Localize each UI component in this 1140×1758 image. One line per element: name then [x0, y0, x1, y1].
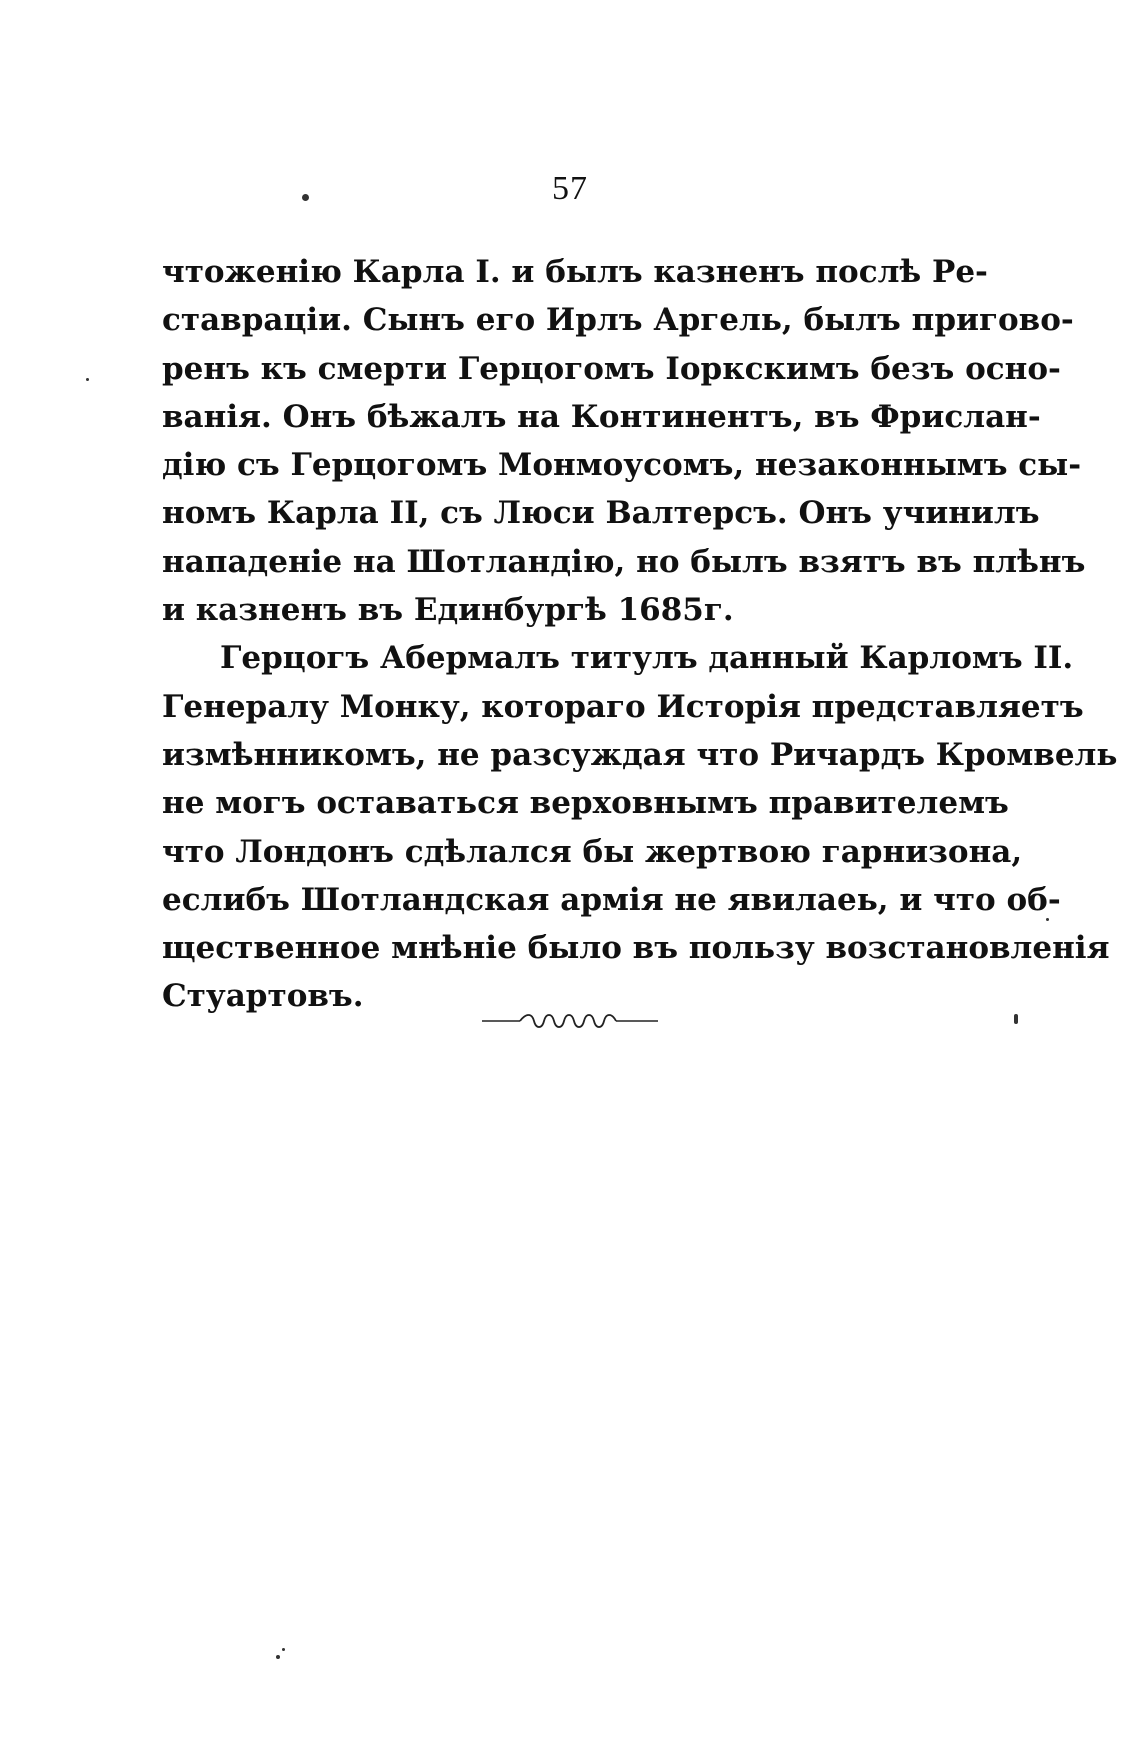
scan-speck — [276, 1655, 280, 1659]
text-line: Герцогъ Абермалъ титулъ данный Карломъ II. — [220, 640, 1074, 677]
text-line: и казненъ въ Единбургѣ 1685г. — [162, 592, 734, 629]
text-line: Стуартовъ. — [162, 978, 364, 1015]
text-line: ставраціи. Сынъ его Ирлъ Аргель, былъ пригово- — [162, 302, 1074, 339]
text-line: Генералу Монку, котораго Исторія представляетъ — [162, 688, 1084, 725]
paragraph-2 — [162, 634, 1118, 1020]
text-line: номъ Карла II, съ Люси Валтерсъ. Онъ учинилъ — [162, 495, 1040, 532]
text-line: нападеніе на Шотландію, но былъ взятъ въ плѣнъ — [162, 543, 1086, 580]
text-line: чтоженію Карла I. и былъ казненъ послѣ Ре- — [162, 254, 988, 290]
text-line: ванія. Онъ бѣжалъ на Континентъ, въ Фрислан- — [162, 398, 1041, 435]
scroll-ornament-icon — [480, 1009, 660, 1033]
paragraph-1 — [162, 248, 1086, 634]
text-body — [162, 248, 1118, 1021]
text-line: не могъ оставаться верховнымъ правителемъ — [162, 785, 1009, 822]
text-line: щественное мнѣніе было въ пользу возстановленія — [162, 930, 1110, 967]
scan-speck — [1014, 1014, 1018, 1024]
text-line: что Лондонъ сдѣлался бы жертвою гарнизона, — [162, 833, 1023, 870]
text-line: дію съ Герцогомъ Монмоусомъ, незаконнымъ сы- — [162, 447, 1082, 484]
scan-speck — [1046, 918, 1049, 921]
text-line: еслибъ Шотландская армія не явилаеь, и что об- — [162, 881, 1061, 918]
page-number: 57 — [552, 170, 588, 207]
scan-speck — [86, 378, 89, 381]
text-line: ренъ къ смерти Герцогомъ Іоркскимъ безъ осно- — [162, 350, 1061, 387]
scroll-ornament-icon — [0, 1005, 1140, 1035]
scan-speck — [282, 1648, 285, 1651]
scan-speck — [302, 194, 309, 201]
text-line: измѣнникомъ, не разсуждая что Ричардъ Кромвель — [162, 736, 1118, 773]
